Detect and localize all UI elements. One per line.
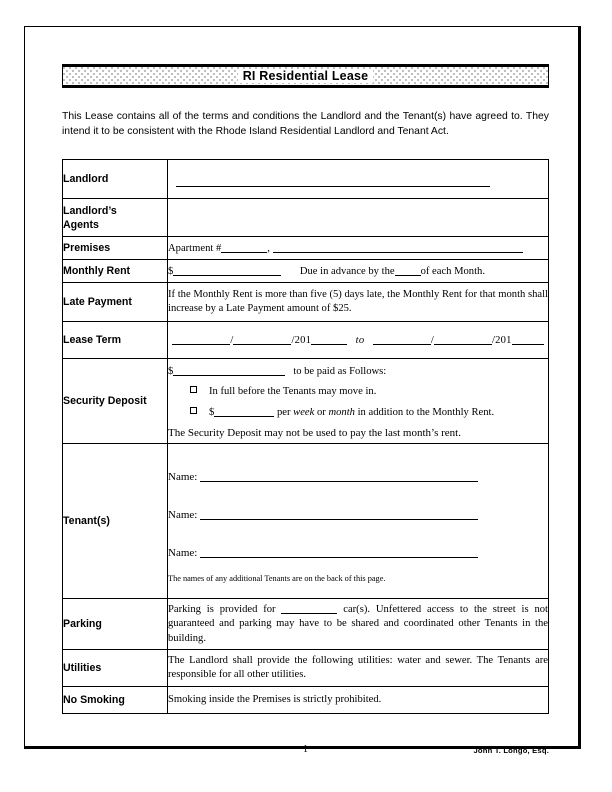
row-label-premises: Premises — [63, 237, 168, 260]
row-value-tenants[interactable] — [168, 444, 549, 599]
row-value-late-payment: If the Monthly Rent is more than five (5) days late, the Monthly Rent for that month shall increase by a Late Payment amount of $25. — [168, 283, 549, 322]
monthly-rent-amount-blank[interactable] — [173, 264, 281, 276]
document-content — [62, 64, 549, 714]
monthly-rent-currency-symbol: $ — [168, 265, 174, 277]
lease-term-end-year-prefix: /201 — [492, 334, 512, 346]
tenant-name-label: Name: — [168, 471, 198, 483]
row-label-landlords-agents — [63, 199, 168, 237]
security-deposit-option-2-or: or — [316, 406, 326, 418]
row-label-landlords-agents-line2: Agents — [63, 218, 99, 231]
security-deposit-option-1[interactable] — [190, 385, 548, 399]
security-deposit-option-2-currency: $ — [209, 406, 215, 418]
page-number: 1 — [303, 744, 308, 755]
footer-author: John T. Longo, Esq. — [473, 746, 549, 755]
lease-term-start-year-blank[interactable] — [311, 333, 347, 345]
table-row-tenants — [63, 444, 549, 599]
row-value-utilities: The Landlord shall provide the following utilities: water and sewer. The Tenants are responsible for all other utilities. — [168, 650, 549, 687]
parking-text-prefix: Parking is provided for — [168, 603, 276, 615]
security-deposit-option-1-label: In full before the Tenants may move in. — [209, 385, 377, 397]
row-label-monthly-rent: Monthly Rent — [63, 260, 168, 283]
row-value-landlord[interactable] — [168, 160, 549, 199]
table-row-utilities — [63, 650, 549, 687]
security-deposit-option-2-suffix: in addition to the Monthly Rent. — [357, 406, 495, 418]
tenant-name-label: Name: — [168, 509, 198, 521]
tenant-name-label: Name: — [168, 547, 198, 559]
table-row-lease-term — [63, 322, 549, 359]
security-deposit-periodic-amount-blank[interactable] — [214, 405, 274, 417]
row-value-security-deposit[interactable] — [168, 359, 549, 444]
lease-term-start-year-prefix: /201 — [291, 334, 312, 346]
monthly-rent-due-prefix: Due in advance by the — [299, 265, 395, 277]
table-row-landlords-agents — [63, 199, 549, 237]
row-value-lease-term[interactable] — [168, 322, 549, 359]
tenant-name-blank[interactable] — [200, 508, 478, 520]
tenant-name-blank[interactable] — [200, 546, 478, 558]
premises-apartment-blank[interactable] — [221, 241, 267, 253]
parking-spaces-blank[interactable] — [281, 602, 337, 614]
row-value-premises[interactable] — [168, 237, 549, 260]
table-row-parking — [63, 599, 549, 650]
security-deposit-amount-blank[interactable] — [173, 364, 285, 376]
landlord-name-blank[interactable] — [176, 171, 490, 187]
monthly-rent-day-blank[interactable] — [395, 264, 421, 276]
table-row-premises — [63, 237, 549, 260]
row-value-monthly-rent[interactable] — [168, 260, 549, 283]
table-row-landlord — [63, 160, 549, 199]
lease-term-connector: to — [355, 334, 365, 346]
row-label-lease-term: Lease Term — [63, 322, 168, 359]
row-label-parking: Parking — [63, 599, 168, 650]
monthly-rent-due-suffix: of each Month. — [420, 265, 485, 277]
table-row-monthly-rent — [63, 260, 549, 283]
table-row-no-smoking — [63, 687, 549, 714]
tenant-name-row[interactable] — [168, 508, 548, 522]
security-deposit-amount-line[interactable] — [168, 364, 548, 379]
security-deposit-paid-as-follows: to be paid as Follows: — [293, 365, 387, 377]
security-deposit-option-2[interactable] — [190, 405, 548, 420]
security-deposit-option-2-month: month — [328, 406, 355, 418]
tenant-name-row[interactable] — [168, 470, 548, 484]
page-footer — [62, 744, 549, 760]
row-label-late-payment: Late Payment — [63, 283, 168, 322]
premises-separator: , — [267, 242, 270, 254]
security-deposit-option-2-per: per — [276, 406, 291, 418]
security-deposit-option-2-label[interactable] — [209, 405, 494, 420]
tenant-name-blank[interactable] — [200, 470, 478, 482]
table-row-late-payment — [63, 283, 549, 322]
row-label-no-smoking: No Smoking — [63, 687, 168, 714]
lease-term-start-month-blank[interactable] — [172, 333, 230, 345]
row-label-landlords-agents-line1: Landlord’s — [63, 204, 117, 217]
lease-terms-table — [62, 159, 549, 714]
row-value-no-smoking: Smoking inside the Premises is strictly prohibited. — [168, 687, 549, 714]
row-value-parking[interactable] — [168, 599, 549, 650]
lease-term-end-year-blank[interactable] — [512, 333, 544, 345]
lease-term-end-day-blank[interactable] — [434, 333, 492, 345]
row-label-landlord: Landlord — [63, 160, 168, 199]
row-value-landlords-agents[interactable] — [168, 199, 549, 237]
lease-term-dates[interactable]: / /201 to / /201 — [168, 333, 548, 348]
title-banner — [62, 64, 549, 88]
document-title: RI Residential Lease — [238, 69, 374, 83]
security-deposit-option-2-week: week — [293, 406, 315, 418]
lease-term-end-month-blank[interactable] — [373, 333, 431, 345]
intro-paragraph: This Lease contains all of the terms and conditions the Landlord and the Tenant(s) have agreed to. They intend it to be consistent with the Rhode Island Residential Landlord and Tenant Act. — [62, 111, 549, 137]
premises-address-blank[interactable] — [273, 241, 523, 253]
tenant-additional-note: The names of any additional Tenants are on the back of this page. — [168, 574, 386, 583]
premises-prefix-label: Apartment # — [168, 242, 222, 254]
lease-term-start-day-blank[interactable] — [233, 333, 291, 345]
parking-text-suffix: car(s). Unfettered access to the street is not guaranteed and parking may have to be shared and coordinated other Tenants in the building. — [168, 603, 548, 644]
row-label-tenants: Tenant(s) — [63, 444, 168, 599]
table-row-security-deposit — [63, 359, 549, 444]
security-deposit-currency-symbol: $ — [168, 365, 174, 377]
checkbox-icon[interactable] — [190, 386, 197, 393]
security-deposit-note: The Security Deposit may not be used to pay the last month’s rent. — [168, 426, 461, 439]
checkbox-icon[interactable] — [190, 407, 197, 414]
row-label-utilities: Utilities — [63, 650, 168, 687]
row-label-security-deposit: Security Deposit — [63, 359, 168, 444]
tenant-name-row[interactable] — [168, 546, 548, 560]
